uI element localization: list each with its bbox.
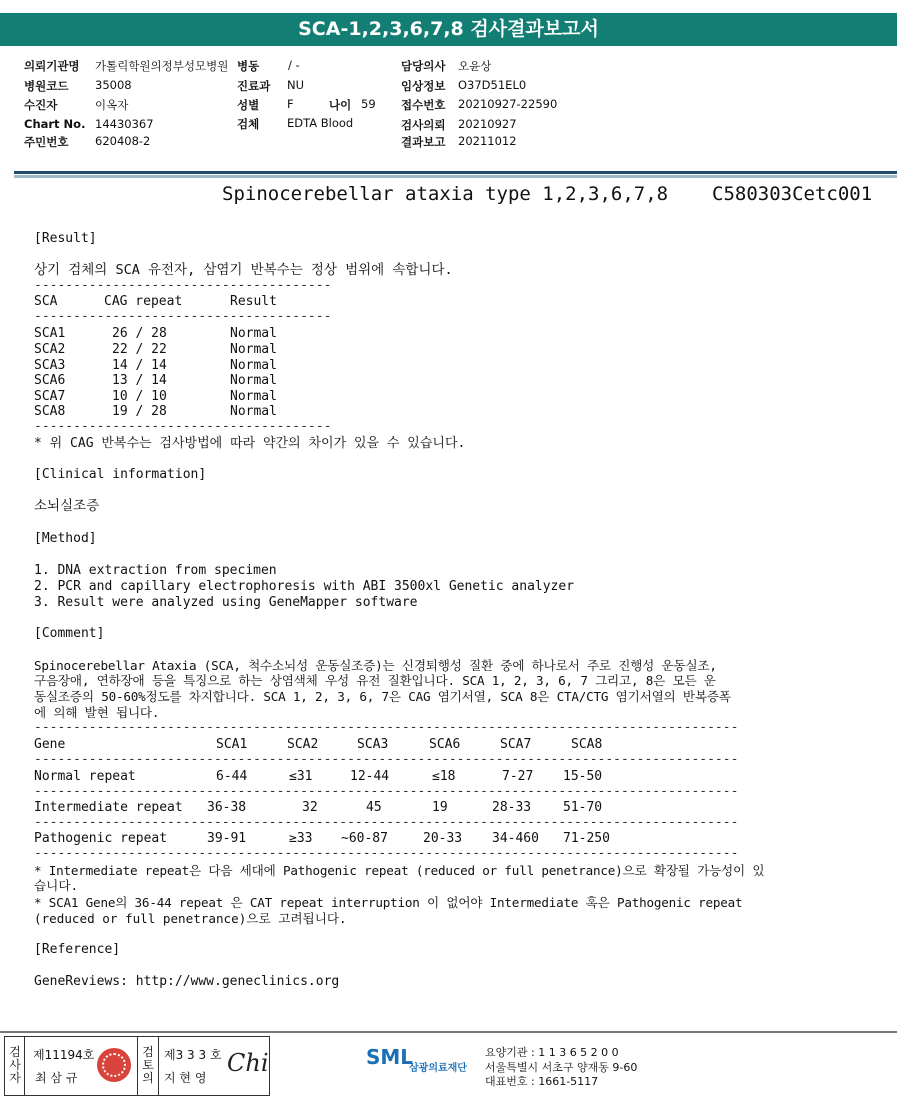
signature-icon: Chi [227, 1049, 269, 1077]
gene-col-header: SCA2 [287, 737, 319, 752]
gene-cell: 7-27 [502, 769, 534, 784]
sig2-role: 검 토 의 [142, 1045, 154, 1085]
report-title-banner: SCA-1,2,3,6,7,8 검사결과보고서 [0, 13, 897, 46]
result-summary: 상기 검체의 SCA 유전자, 삼염기 반복수는 정상 범위에 속합니다. [34, 262, 453, 278]
header-row-1-col1 [24, 58, 80, 74]
gene-cell: 51-70 [563, 800, 603, 815]
result-dashes-mid: -------------------------------------- [34, 309, 332, 324]
comment-dashes: ------------------------------------------------------------------------------------------ [34, 720, 739, 735]
field-label: 병원코드 [24, 79, 69, 93]
gene-col-header: SCA8 [571, 737, 603, 752]
field-value: 가톨릭학원의정부성모병원 [95, 59, 229, 73]
sml-logo-icon: SML [366, 1045, 414, 1069]
gene-cell: 19 [432, 800, 448, 815]
comment-note: * SCA1 Gene의 36-44 repeat 은 CAT repeat interruption 이 없어야 Intermediate 혹은 Pathogenic repeat [34, 895, 743, 910]
field-value: EDTA Blood [287, 116, 354, 130]
field-label: 수진자 [24, 98, 58, 112]
result-heading: [Result] [34, 231, 97, 246]
method-line: 3. Result were analyzed using GeneMapper software [34, 595, 418, 610]
method-heading: [Method] [34, 531, 97, 546]
field-label: 접수번호 [401, 98, 446, 112]
gene-cell: ≤31 [289, 769, 313, 784]
field-label: 담당의사 [401, 59, 446, 73]
comment-heading: [Comment] [34, 626, 105, 641]
row-sca: SCA1 [34, 326, 66, 341]
field-label: 주민번호 [24, 135, 69, 149]
test-title: Spinocerebellar ataxia type 1,2,3,6,7,8 [222, 183, 669, 205]
gene-cell: 6-44 [216, 769, 248, 784]
comment-note: * Intermediate repeat은 다음 세대에 Pathogenic repeat (reduced or full penetrance)으로 확장될 가능성이 있 [34, 863, 765, 878]
gene-cell: 71-250 [563, 831, 610, 846]
field-value: 오윤상 [458, 59, 492, 73]
field-value: 이옥자 [95, 98, 129, 112]
field-label: 병동 [237, 59, 260, 73]
footer-info: 서울특별시 서초구 양재동 9-60 [485, 1061, 638, 1074]
comment-line: 동실조증의 50-60%정도를 차지합니다. SCA 1, 2, 3, 6, 7은 CAG 염기서열, SCA 8은 CTA/CTG 염기서열의 반복증폭 [34, 689, 731, 704]
sig1-role: 검 사 자 [9, 1045, 21, 1085]
field-label: Chart No. [24, 117, 86, 131]
test-code: C580303Cetc001 [712, 183, 873, 205]
row-result: Normal [230, 373, 277, 388]
col-header-sca: SCA [34, 294, 58, 309]
gene-cell: 32 [302, 800, 318, 815]
comment-line: Spinocerebellar Ataxia (SCA, 척수소뇌성 운동실조증)는 신경퇴행성 질환 중에 하나로서 주로 진행성 운동실조, [34, 658, 717, 673]
row-cag: 26 / 28 [112, 326, 167, 341]
gene-row-label: Pathogenic repeat [34, 831, 168, 846]
col-header-result: Result [230, 294, 277, 309]
gene-col-header: SCA3 [357, 737, 389, 752]
comment-note: (reduced or full penetrance)으로 고려됩니다. [34, 911, 347, 926]
field-value: 35008 [95, 78, 132, 92]
row-sca: SCA2 [34, 342, 66, 357]
seal-icon [97, 1048, 131, 1082]
field-label: 검사의뢰 [401, 118, 446, 132]
field-value: 20210927 [458, 117, 517, 131]
field-label: 진료과 [237, 79, 271, 93]
row-result: Normal [230, 358, 277, 373]
gene-col-header: SCA6 [429, 737, 461, 752]
gene-cell: 28-33 [492, 800, 532, 815]
row-result: Normal [230, 404, 277, 419]
comment-note: 습니다. [34, 878, 79, 893]
row-cag: 14 / 14 [112, 358, 167, 373]
row-result: Normal [230, 342, 277, 357]
gene-cell: 36-38 [207, 800, 247, 815]
gene-table-dashes: ------------------------------------------------------------------------------------------ [34, 784, 739, 799]
comment-line: 구음장애, 연하장애 등을 특징으로 하는 상염색체 우성 유전 질환입니다. SCA 1, 2, 3, 6, 7 그리고, 8은 모든 운 [34, 673, 716, 688]
gene-cell: 39-91 [207, 831, 247, 846]
clinical-text: 소뇌실조증 [34, 498, 100, 514]
clinical-heading: [Clinical information] [34, 467, 207, 482]
row-cag: 19 / 28 [112, 404, 167, 419]
gene-cell: ≥33 [289, 831, 313, 846]
gene-cell: ≤18 [432, 769, 456, 784]
col-header-cag: CAG repeat [104, 294, 183, 309]
field-value: F [287, 97, 294, 111]
gene-cell: 20-33 [423, 831, 463, 846]
method-line: 2. PCR and capillary electrophoresis with ABI 3500xl Genetic analyzer [34, 579, 575, 594]
field-value: 20211012 [458, 134, 517, 148]
row-result: Normal [230, 326, 277, 341]
row-sca: SCA8 [34, 404, 66, 419]
field-value: O37D51EL0 [458, 78, 527, 92]
row-cag: 10 / 10 [112, 389, 167, 404]
result-dashes-top: -------------------------------------- [34, 278, 332, 293]
sig1-name: 최 삼 규 [35, 1071, 78, 1085]
row-cag: 13 / 14 [112, 373, 167, 388]
gene-col-header: SCA1 [216, 737, 248, 752]
row-result: Normal [230, 389, 277, 404]
org-name: 삼광의료재단 [409, 1063, 467, 1074]
comment-line: 에 의해 발현 됩니다. [34, 705, 160, 720]
row-sca: SCA7 [34, 389, 66, 404]
gene-table-dashes: ------------------------------------------------------------------------------------------ [34, 815, 739, 830]
footer-info: 대표번호 : 1661-5117 [485, 1075, 599, 1088]
row-sca: SCA3 [34, 358, 66, 373]
row-cag: 22 / 22 [112, 342, 167, 357]
field-value: 14430367 [95, 117, 154, 131]
reference-heading: [Reference] [34, 942, 121, 957]
age-value: 59 [361, 97, 376, 111]
age-label: 나이 [329, 98, 352, 112]
gene-cell: 12-44 [350, 769, 390, 784]
sig2-license: 제3 3 3 호 [164, 1048, 222, 1062]
signature-box [4, 1036, 270, 1096]
gene-cell: ~60-87 [341, 831, 388, 846]
result-note: * 위 CAG 반복수는 검사방법에 따라 약간의 차이가 있을 수 있습니다. [34, 436, 466, 451]
sig2-name: 지 현 영 [164, 1071, 207, 1085]
field-value: 620408-2 [95, 134, 151, 148]
footer-divider [0, 1031, 897, 1033]
method-line: 1. DNA extraction from specimen [34, 563, 277, 578]
footer-info: 요양기관 : 1 1 3 6 5 2 0 0 [485, 1046, 619, 1059]
field-label: 성별 [237, 98, 260, 112]
gene-cell: 45 [366, 800, 382, 815]
divider-dark [14, 171, 897, 174]
sig1-license: 제11194호 [33, 1048, 95, 1062]
field-label: 결과보고 [401, 135, 446, 149]
reference-link[interactable]: GeneReviews: http://www.geneclinics.org [34, 974, 340, 989]
gene-row-label: Intermediate repeat [34, 800, 183, 815]
field-value: NU [287, 78, 305, 92]
gene-table-dashes: ------------------------------------------------------------------------------------------ [34, 846, 739, 861]
gene-col-header: Gene [34, 737, 66, 752]
field-label: 검체 [237, 117, 260, 131]
gene-col-header: SCA7 [500, 737, 532, 752]
gene-table-dashes: ------------------------------------------------------------------------------------------ [34, 752, 739, 767]
field-value: 20210927-22590 [458, 97, 558, 111]
gene-cell: 15-50 [563, 769, 603, 784]
gene-row-label: Normal repeat [34, 769, 136, 784]
gene-cell: 34-460 [492, 831, 539, 846]
divider-light [14, 175, 897, 178]
field-label: 의뢰기관명 [24, 59, 80, 73]
result-dashes-bottom: -------------------------------------- [34, 419, 332, 434]
field-value: / - [288, 58, 300, 72]
row-sca: SCA6 [34, 373, 66, 388]
field-label: 임상정보 [401, 79, 446, 93]
